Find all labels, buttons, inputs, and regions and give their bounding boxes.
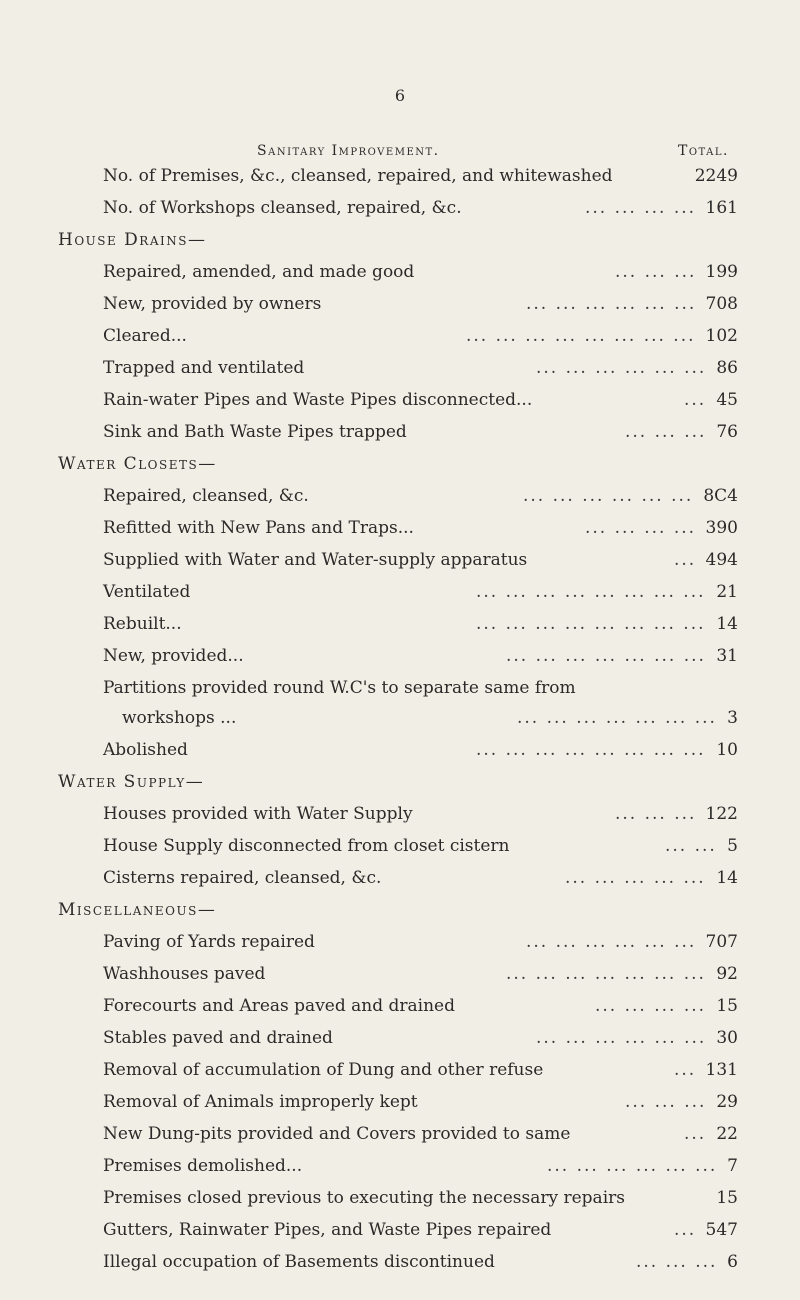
row-total: 86: [716, 358, 738, 378]
row-total: 2249: [694, 166, 738, 186]
row-total: 122: [705, 804, 738, 824]
leader-dots: ... ... ... ... ... ...: [526, 932, 697, 952]
row-label: Repaired, cleansed, &c.: [103, 486, 309, 506]
leader-dots: ... ... ... ...: [585, 198, 697, 218]
table-row: [0, 192, 800, 224]
section-heading: [0, 894, 800, 926]
row-total: 10: [716, 740, 738, 760]
leader-dots: ... ... ... ... ... ... ... ...: [476, 582, 706, 602]
table-row: [0, 1022, 800, 1054]
leader-dots: ... ... ...: [615, 804, 697, 824]
leader-dots: ... ... ...: [636, 1252, 718, 1272]
table-row: [0, 1054, 800, 1086]
row-label: Cleared...: [103, 326, 187, 346]
table-row: [0, 990, 800, 1022]
leader-dots: ... ... ... ... ... ... ... ...: [476, 614, 706, 634]
table-row: [0, 734, 800, 766]
row-label: No. of Workshops cleansed, repaired, &c.: [103, 198, 462, 218]
leader-dots: ... ... ...: [625, 1092, 707, 1112]
row-label: Removal of accumulation of Dung and other refuse: [103, 1060, 544, 1080]
row-total: 199: [705, 262, 738, 282]
row-total: 3: [727, 708, 738, 728]
row-label: workshops ...: [122, 708, 237, 728]
row-label: Rain-water Pipes and Waste Pipes disconnected...: [103, 390, 533, 410]
table-row: [0, 512, 800, 544]
leader-dots: ... ... ... ... ... ...: [536, 1028, 707, 1048]
row-label: Paving of Yards repaired: [103, 932, 315, 952]
row-total: 8C4: [703, 486, 738, 506]
leader-dots: ...: [674, 1060, 697, 1080]
row-total: 161: [705, 198, 738, 218]
table-row: [0, 862, 800, 894]
table-row: [0, 702, 800, 734]
table-row: [0, 1150, 800, 1182]
row-total: 102: [705, 326, 738, 346]
row-total: 31: [716, 646, 738, 666]
table-row: [0, 1214, 800, 1246]
row-label: Houses provided with Water Supply: [103, 804, 413, 824]
column-header-total: Total.: [678, 143, 729, 159]
leader-dots: ...: [674, 550, 697, 570]
leader-dots: ... ... ... ...: [585, 518, 697, 538]
table-row: [0, 576, 800, 608]
leader-dots: ... ... ... ... ... ... ...: [517, 708, 717, 728]
row-total: 494: [705, 550, 738, 570]
table-row: [0, 352, 800, 384]
table-row: [0, 798, 800, 830]
leader-dots: ... ... ... ... ... ...: [536, 358, 707, 378]
leader-dots: ... ... ... ... ... ...: [523, 486, 694, 506]
table-row: [0, 1118, 800, 1150]
improvements-table: [0, 160, 800, 1278]
row-total: 707: [705, 932, 738, 952]
table-row: [0, 384, 800, 416]
section-heading: [0, 448, 800, 480]
row-label: Supplied with Water and Water-supply apparatus: [103, 550, 528, 570]
row-total: 15: [716, 1188, 738, 1208]
row-label: New Dung-pits provided and Covers provided to same: [103, 1124, 571, 1144]
table-row: [0, 288, 800, 320]
leader-dots: ...: [674, 1220, 697, 1240]
row-total: 708: [705, 294, 738, 314]
leader-dots: ...: [684, 1124, 707, 1144]
table-row: [0, 608, 800, 640]
row-total: 76: [716, 422, 738, 442]
row-total: 5: [727, 836, 738, 856]
table-row: [0, 958, 800, 990]
table-row: [0, 672, 800, 702]
row-total: 7: [727, 1156, 738, 1176]
table-row: [0, 1086, 800, 1118]
row-label: House Supply disconnected from closet cistern: [103, 836, 510, 856]
row-total: 45: [716, 390, 738, 410]
row-label: Refitted with New Pans and Traps...: [103, 518, 414, 538]
row-total: 390: [705, 518, 738, 538]
table-row: [0, 544, 800, 576]
section-label: Water Closets—: [58, 454, 217, 474]
row-label: New, provided...: [103, 646, 244, 666]
row-total: 14: [716, 614, 738, 634]
row-total: 15: [716, 996, 738, 1016]
leader-dots: ... ... ... ... ... ... ... ...: [476, 740, 706, 760]
leader-dots: ... ... ... ... ... ... ...: [506, 964, 706, 984]
row-label: Stables paved and drained: [103, 1028, 333, 1048]
section-label: Miscellaneous—: [58, 900, 217, 920]
row-label: Premises closed previous to executing the necessary repairs: [103, 1188, 625, 1208]
page-number: 6: [394, 86, 406, 105]
row-label: Partitions provided round W.C's to separate same from: [103, 678, 576, 698]
row-total: 22: [716, 1124, 738, 1144]
leader-dots: ... ...: [665, 836, 717, 856]
row-label: Sink and Bath Waste Pipes trapped: [103, 422, 407, 442]
leader-dots: ... ... ...: [615, 262, 697, 282]
leader-dots: ... ... ... ... ... ... ... ...: [466, 326, 696, 346]
leader-dots: ... ... ... ... ... ... ...: [506, 646, 706, 666]
row-label: Repaired, amended, and made good: [103, 262, 415, 282]
row-label: Abolished: [103, 740, 188, 760]
leader-dots: ... ... ... ... ... ...: [526, 294, 697, 314]
table-row: [0, 480, 800, 512]
row-label: Rebuilt...: [103, 614, 182, 634]
row-label: Washhouses paved: [103, 964, 266, 984]
row-label: Illegal occupation of Basements discontinued: [103, 1252, 495, 1272]
row-total: 14: [716, 868, 738, 888]
row-total: 21: [716, 582, 738, 602]
table-row: [0, 640, 800, 672]
section-heading: [0, 766, 800, 798]
leader-dots: ... ... ... ... ...: [565, 868, 706, 888]
row-label: Cisterns repaired, cleansed, &c.: [103, 868, 382, 888]
section-heading: [0, 224, 800, 256]
leader-dots: ... ... ... ...: [595, 996, 707, 1016]
leader-dots: ... ... ...: [625, 422, 707, 442]
row-label: Gutters, Rainwater Pipes, and Waste Pipes repaired: [103, 1220, 552, 1240]
table-row: [0, 1246, 800, 1278]
section-label: House Drains—: [58, 230, 207, 250]
table-row: [0, 926, 800, 958]
leader-dots: ...: [684, 390, 707, 410]
row-total: 547: [705, 1220, 738, 1240]
table-row: [0, 320, 800, 352]
row-total: 29: [716, 1092, 738, 1112]
table-row: [0, 1182, 800, 1214]
row-total: 92: [716, 964, 738, 984]
row-total: 6: [727, 1252, 738, 1272]
table-row: [0, 830, 800, 862]
row-label: Removal of Animals improperly kept: [103, 1092, 418, 1112]
row-label: New, provided by owners: [103, 294, 322, 314]
row-total: 131: [705, 1060, 738, 1080]
leader-dots: ... ... ... ... ... ...: [547, 1156, 718, 1176]
row-label: No. of Premises, &c., cleansed, repaired, and whitewashed: [103, 166, 613, 186]
table-row: [0, 160, 800, 192]
column-header-sanitary-improvement: Sanitary Improvement.: [257, 143, 440, 159]
row-total: 30: [716, 1028, 738, 1048]
section-label: Water Supply—: [58, 772, 205, 792]
row-label: Trapped and ventilated: [103, 358, 305, 378]
row-label: Premises demolished...: [103, 1156, 303, 1176]
row-label: Forecourts and Areas paved and drained: [103, 996, 455, 1016]
table-row: [0, 416, 800, 448]
row-label: Ventilated: [103, 582, 191, 602]
table-row: [0, 256, 800, 288]
